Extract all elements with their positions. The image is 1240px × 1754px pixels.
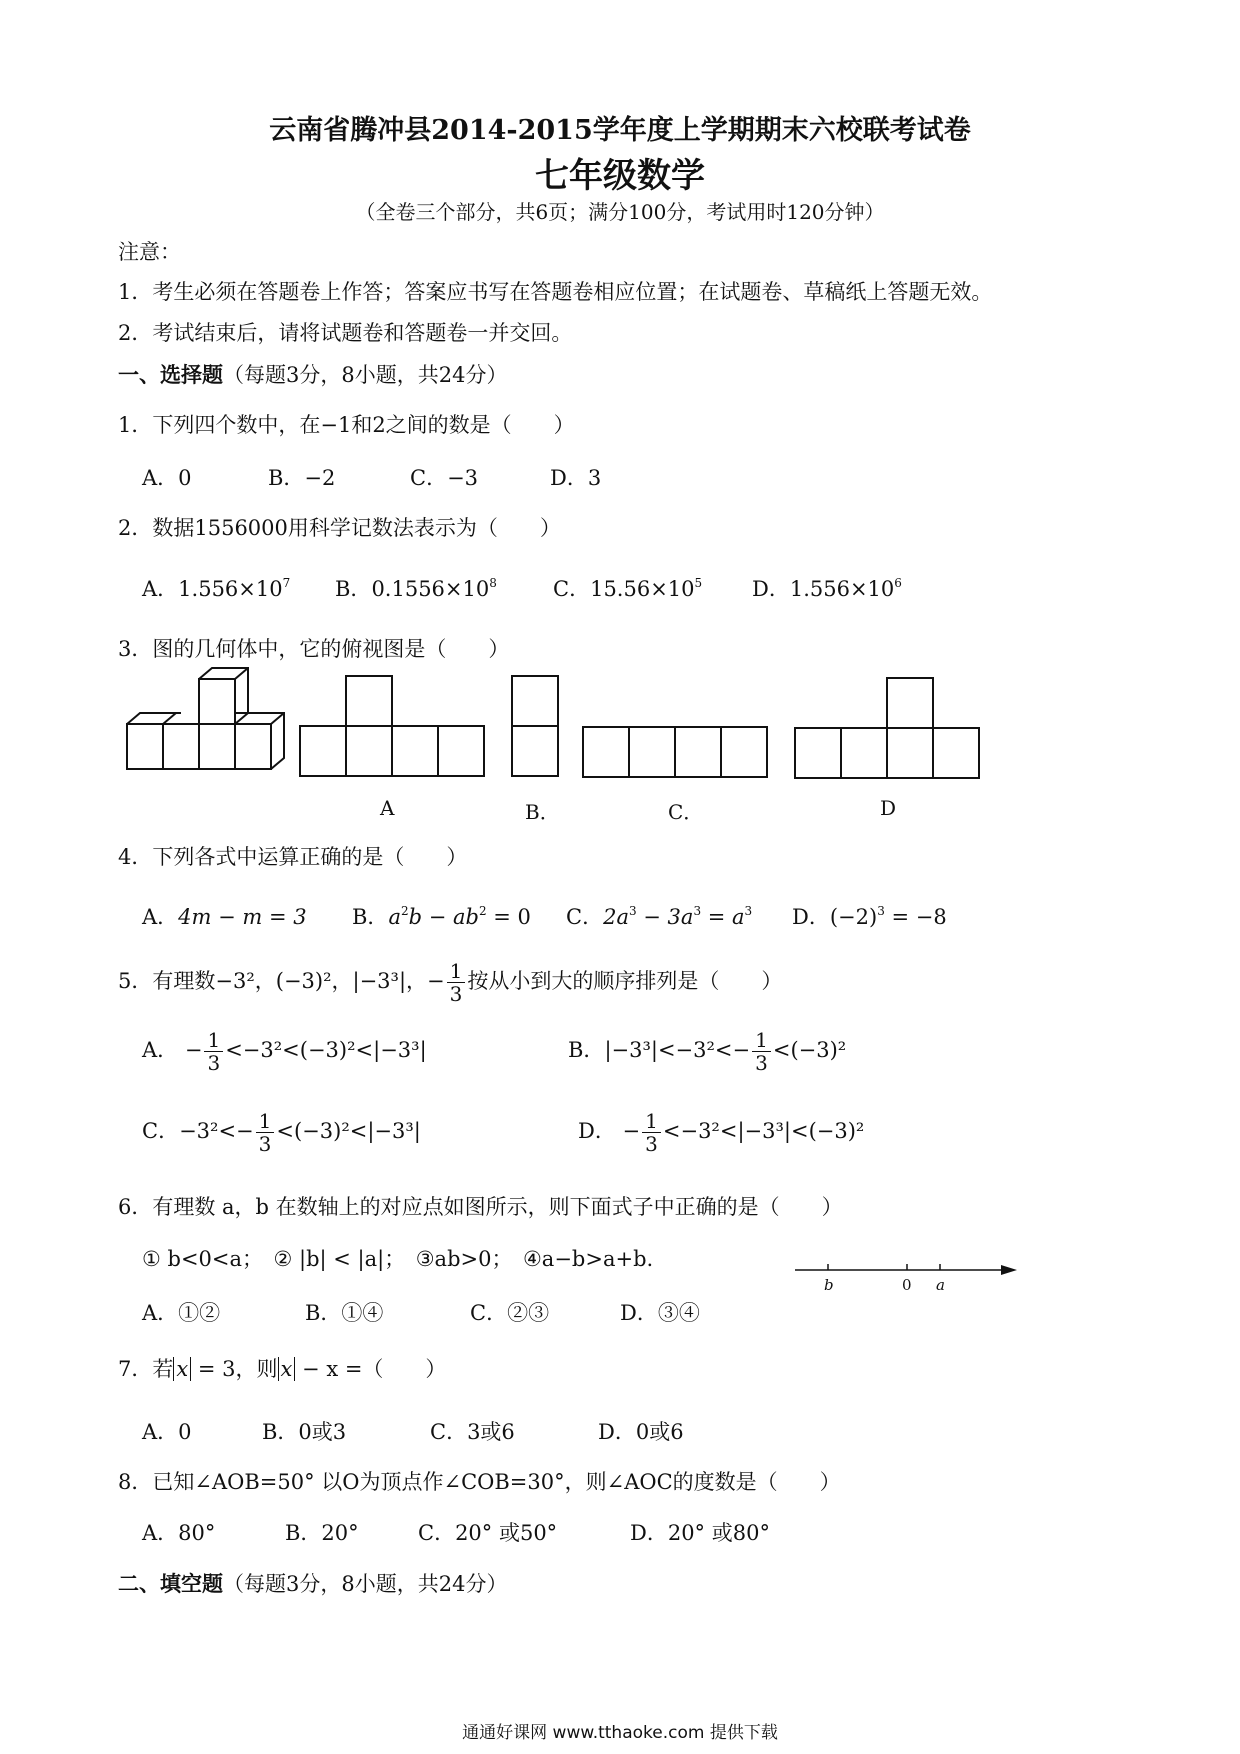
q5-a-frac-num: 1: [204, 1029, 223, 1052]
q4-d-part2: = −8: [884, 905, 947, 929]
q5-stem-frac-num: 1: [447, 960, 466, 983]
notice-heading: 注意：: [118, 240, 181, 264]
q5-stem-items: −3²，(−3)²，|−3³|，: [215, 969, 428, 993]
q3-label-c: C．: [668, 800, 704, 824]
q5-a-sign: −: [184, 1038, 203, 1062]
q4-option-c-label: C．: [566, 905, 604, 929]
q4-option-d: [792, 903, 947, 931]
q5-option-d: [578, 1108, 864, 1155]
q5-c-pre: −3²<−: [179, 1119, 254, 1143]
q4-option-b: [352, 903, 531, 931]
q7-pre: 7．若: [118, 1357, 174, 1381]
q7-abs-x-2: x: [278, 1357, 296, 1381]
q7-stem: [118, 1355, 446, 1383]
section1-note: （每题3分，8小题，共24分）: [223, 363, 508, 387]
q3-view-d: [795, 676, 985, 782]
q5-option-b: [568, 1027, 846, 1074]
q8-option-c: C．20° 或50°: [418, 1521, 558, 1545]
section2-note: （每题3分，8小题，共24分）: [223, 1572, 508, 1596]
q2-option-b: [335, 575, 497, 603]
q4-stem: 4．下列各式中运算正确的是（ ）: [118, 845, 468, 869]
q5-d-sign: −: [622, 1119, 641, 1143]
q7-mid: = 3，则: [191, 1357, 278, 1381]
q4-b-part2: b − ab: [408, 905, 479, 929]
q3-label-a: A: [380, 796, 395, 820]
q6-axis-label-a: a: [936, 1276, 945, 1294]
q6-statements: ① b<0<a； ② |b| < |a|； ③ab>0； ④a−b>a+b.: [142, 1247, 654, 1271]
section1-heading: 一、选择题: [118, 362, 223, 387]
q2-option-a-base: 1.556×10: [178, 577, 283, 601]
q6-stem: 6．有理数 a，b 在数轴上的对应点如图所示，则下面式子中正确的是（ ）: [118, 1195, 843, 1219]
q4-option-d-label: D．: [792, 905, 830, 929]
q4-option-c: [566, 903, 752, 931]
q2-option-a: [142, 575, 290, 603]
q3-label-b: B．: [525, 800, 560, 824]
q5-b-rest: <(−3)²: [772, 1038, 847, 1062]
q5-b-frac-num: 1: [752, 1029, 771, 1052]
q4-b-exp1: 2: [400, 904, 409, 918]
section1-header: [118, 361, 507, 389]
q5-stem-sign: −: [427, 969, 445, 993]
q5-stem: [118, 958, 782, 1005]
q1-option-d: D．3: [550, 466, 602, 490]
q4-c-exp1: 3: [628, 904, 637, 918]
q2-option-a-label: A．: [142, 577, 179, 601]
q5-option-c: [142, 1108, 421, 1155]
notice-item-1: 1．考生必须在答题卷上作答；答案应书写在答题卷相应位置；在试题卷、草稿纸上答题无效。: [118, 280, 993, 304]
q1-stem: 1．下列四个数中，在−1和2之间的数是（ ）: [118, 413, 575, 437]
q2-option-a-exp: 7: [282, 576, 291, 590]
q5-b-pre: |−3³|<−3²<−: [604, 1038, 751, 1062]
q2-option-c-label: C．: [553, 577, 591, 601]
q3-view-b: [510, 672, 562, 778]
q5-a-rest: <−3²<(−3)²<|−3³|: [225, 1038, 427, 1062]
q7-option-a: A．0: [142, 1420, 192, 1444]
q4-c-part3: = a: [701, 905, 745, 929]
q4-c-exp2: 3: [693, 904, 702, 918]
q3-label-d: D: [880, 796, 897, 820]
q7-option-d: D．0或6: [598, 1420, 684, 1444]
q6-option-a: A．①②: [142, 1301, 221, 1325]
q2-option-d-exp: 6: [894, 576, 902, 590]
q3-solid-figure: [125, 672, 300, 777]
q6-option-d: D．③④: [620, 1301, 700, 1325]
q2-option-b-base: 0.1556×10: [371, 577, 490, 601]
page-footer: 通通好课网 www.tthaoke.com 提供下载: [462, 1723, 778, 1743]
exam-title: 云南省腾冲县2014-2015学年度上学期期末六校联考试卷: [269, 115, 971, 146]
q2-option-c-base: 15.56×10: [590, 577, 695, 601]
q8-option-b: B．20°: [285, 1521, 359, 1545]
q4-c-part1: 2a: [603, 905, 629, 929]
q2-option-c: [553, 575, 702, 603]
q2-stem: 2．数据1556000用科学记数法表示为（ ）: [118, 516, 561, 540]
q2-option-d-label: D．: [752, 577, 790, 601]
q5-d-rest: <−3²<|−3³|<(−3)²: [662, 1119, 865, 1143]
q4-d-exp: 3: [877, 904, 885, 918]
q5-stem-post: 按从小到大的顺序排列是（ ）: [467, 969, 783, 993]
q5-c-rest: <(−3)²<|−3³|: [276, 1119, 421, 1143]
q2-option-d: [752, 575, 902, 603]
q5-c-frac-den: 3: [258, 1132, 272, 1156]
notice-item-2: 2．考试结束后，请将试题卷和答题卷一并交回。: [118, 321, 573, 345]
q3-view-c: [583, 725, 773, 780]
q2-option-c-exp: 5: [694, 576, 703, 590]
q5-d-fraction: [642, 1110, 661, 1155]
q7-option-b: B．0或3: [262, 1420, 347, 1444]
q4-option-a-expr: 4m − m = 3: [178, 905, 307, 929]
q5-c-label: C．: [142, 1119, 180, 1143]
exam-subject: 七年级数学: [535, 156, 705, 196]
q5-d-frac-den: 3: [645, 1132, 658, 1156]
q5-b-label: B．: [568, 1038, 605, 1062]
q1-option-b: B．−2: [268, 466, 336, 490]
q8-stem: 8．已知∠AOB=50° 以O为顶点作∠COB=30°，则∠AOC的度数是（ ）: [118, 1470, 841, 1494]
q7-post: − x =（ ）: [295, 1357, 447, 1381]
q6-axis-label-0: 0: [902, 1276, 912, 1294]
q4-c-part2: − 3a: [636, 905, 694, 929]
exam-info: （全卷三个部分，共6页；满分100分，考试用时120分钟）: [355, 200, 885, 224]
q4-option-a: [142, 903, 307, 931]
q4-option-b-label: B．: [352, 905, 389, 929]
section2-header: [118, 1570, 507, 1598]
q5-a-label: A．: [142, 1038, 179, 1062]
q3-view-a: [300, 672, 490, 778]
q7-option-c: C．3或6: [430, 1420, 515, 1444]
section2-heading: 二、填空题: [118, 1571, 223, 1596]
q1-option-c: C．−3: [410, 466, 479, 490]
q5-c-fraction: [256, 1110, 275, 1155]
q2-option-b-exp: 8: [489, 576, 497, 590]
q4-b-part1: a: [388, 905, 401, 929]
q5-a-fraction: [204, 1029, 223, 1074]
q8-option-a: A．80°: [142, 1521, 216, 1545]
q5-d-label: D．: [578, 1119, 616, 1143]
q5-stem-fraction: [447, 960, 466, 1005]
q4-d-part1: (−2): [829, 905, 878, 929]
q7-abs-x-1: x: [173, 1357, 191, 1381]
q6-axis-label-b: b: [824, 1276, 834, 1294]
q2-option-d-base: 1.556×10: [789, 577, 895, 601]
q5-option-a: [142, 1027, 427, 1074]
q5-c-frac-num: 1: [256, 1110, 275, 1133]
q8-option-d: D．20° 或80°: [630, 1521, 770, 1545]
q5-a-frac-den: 3: [207, 1051, 221, 1075]
q5-stem-frac-den: 3: [449, 982, 463, 1006]
q4-b-exp2: 2: [478, 904, 487, 918]
q5-stem-pre: 5．有理数: [118, 969, 216, 993]
q1-option-a: A．0: [142, 466, 192, 490]
q4-option-a-label: A．: [142, 905, 179, 929]
q6-option-c: C．②③: [470, 1301, 550, 1325]
q4-c-exp3: 3: [744, 904, 753, 918]
q2-option-b-label: B．: [335, 577, 372, 601]
q3-stem: 3．图的几何体中，它的俯视图是（ ）: [118, 637, 510, 661]
q5-d-frac-num: 1: [642, 1110, 661, 1133]
q4-b-part3: = 0: [486, 905, 531, 929]
q6-option-b: B．①④: [305, 1301, 384, 1325]
q5-b-frac-den: 3: [755, 1051, 768, 1075]
q5-b-fraction: [752, 1029, 771, 1074]
